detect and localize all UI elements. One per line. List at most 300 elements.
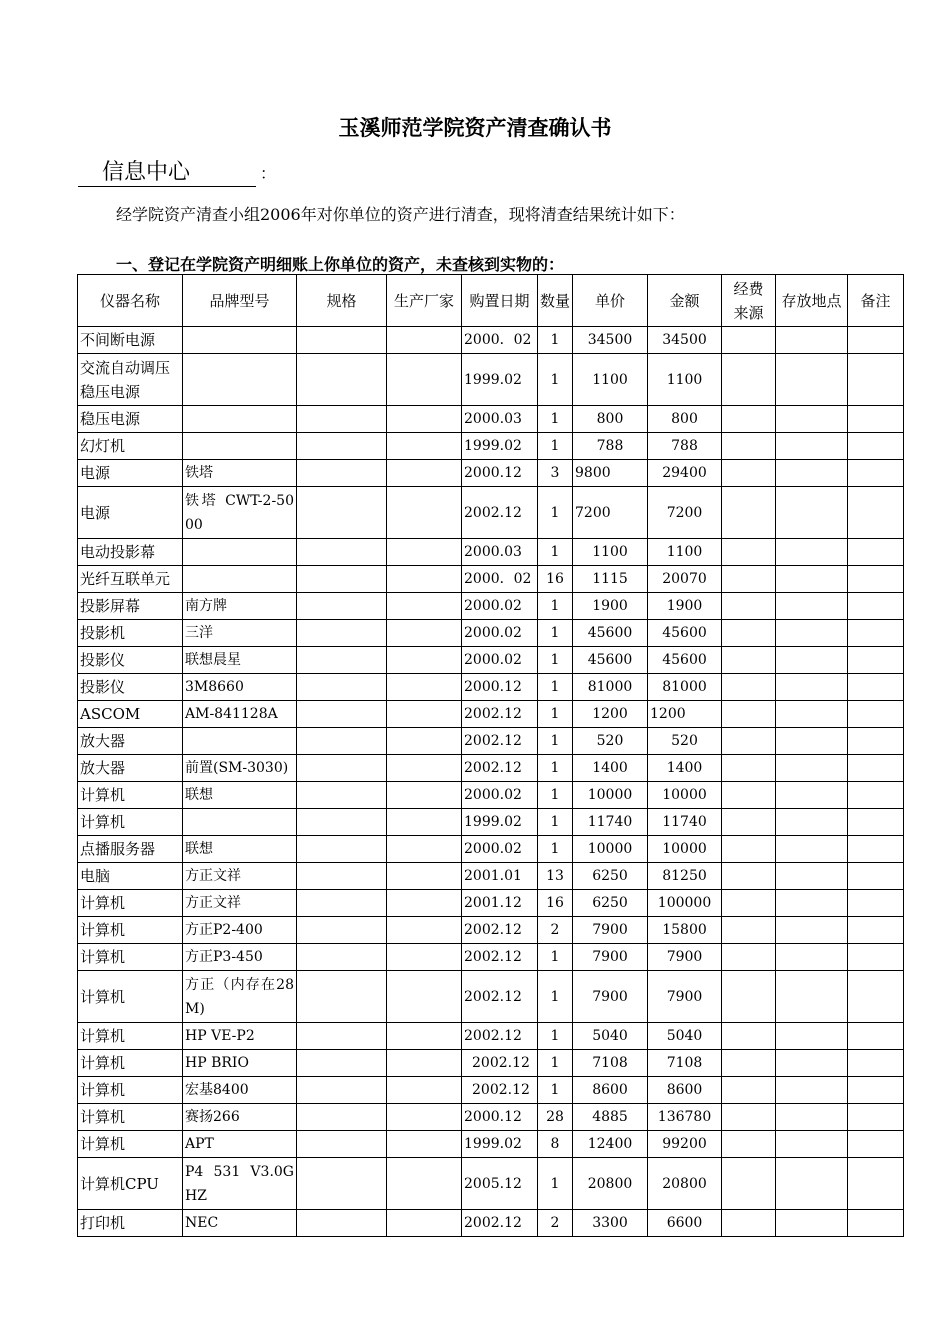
table-row [78, 674, 904, 701]
cell-model [183, 433, 297, 460]
cell-name: 计算机 [78, 971, 183, 1023]
cell-remark [848, 460, 904, 487]
table-row [78, 487, 904, 539]
cell-maker [387, 944, 462, 971]
cell-date: 1999.02 [462, 809, 538, 836]
cell-maker [387, 917, 462, 944]
cell-spec [297, 327, 387, 354]
cell-spec [297, 944, 387, 971]
cell-price: 7108 [573, 1050, 648, 1077]
cell-name: 打印机 [78, 1210, 183, 1237]
cell-date: 2000．02 [462, 327, 538, 354]
cell-remark [848, 1077, 904, 1104]
cell-spec [297, 1023, 387, 1050]
cell-amount: 8600 [648, 1077, 722, 1104]
cell-location [776, 487, 848, 539]
cell-model: 3M8660 [183, 674, 297, 701]
cell-price: 3300 [573, 1210, 648, 1237]
cell-name: 电源 [78, 487, 183, 539]
cell-spec [297, 1104, 387, 1131]
table-row [78, 782, 904, 809]
cell-date: 2002.12 [462, 971, 538, 1023]
section-heading: 一、登记在学院资产明细账上你单位的资产，未查核到实物的： [116, 255, 565, 274]
header-price: 单价 [573, 275, 648, 327]
cell-price: 1100 [573, 539, 648, 566]
cell-qty: 1 [538, 647, 573, 674]
cell-location [776, 1077, 848, 1104]
cell-fund [722, 406, 776, 433]
cell-date: 2000.12 [462, 674, 538, 701]
cell-price: 7900 [573, 917, 648, 944]
cell-spec [297, 701, 387, 728]
cell-remark [848, 620, 904, 647]
cell-price: 8600 [573, 1077, 648, 1104]
cell-fund [722, 944, 776, 971]
table-row [78, 406, 904, 433]
cell-date: 2000.03 [462, 406, 538, 433]
cell-price: 45600 [573, 647, 648, 674]
cell-fund [722, 701, 776, 728]
cell-date: 2002.12 [462, 1077, 538, 1104]
cell-amount: 100000 [648, 890, 722, 917]
table-row [78, 593, 904, 620]
cell-fund [722, 620, 776, 647]
cell-price: 10000 [573, 782, 648, 809]
cell-location [776, 647, 848, 674]
cell-remark [848, 917, 904, 944]
cell-maker [387, 593, 462, 620]
cell-date: 2002.12 [462, 1023, 538, 1050]
table-row [78, 863, 904, 890]
cell-amount: 1100 [648, 539, 722, 566]
cell-name: 计算机 [78, 917, 183, 944]
cell-model: APT [183, 1131, 297, 1158]
cell-maker [387, 647, 462, 674]
cell-maker [387, 782, 462, 809]
cell-price: 1115 [573, 566, 648, 593]
cell-spec [297, 1050, 387, 1077]
table-row [78, 1210, 904, 1237]
cell-name: 计算机 [78, 1050, 183, 1077]
cell-fund [722, 1210, 776, 1237]
cell-amount: 136780 [648, 1104, 722, 1131]
cell-qty: 1 [538, 539, 573, 566]
cell-fund [722, 728, 776, 755]
cell-date: 2000.02 [462, 620, 538, 647]
table-row [78, 1077, 904, 1104]
cell-date: 2000.02 [462, 836, 538, 863]
cell-maker [387, 1050, 462, 1077]
cell-maker [387, 539, 462, 566]
cell-location [776, 755, 848, 782]
cell-location [776, 433, 848, 460]
cell-qty: 28 [538, 1104, 573, 1131]
cell-qty: 1 [538, 701, 573, 728]
cell-spec [297, 890, 387, 917]
cell-qty: 1 [538, 674, 573, 701]
table-row [78, 890, 904, 917]
table-row [78, 1023, 904, 1050]
cell-model [183, 566, 297, 593]
cell-maker [387, 728, 462, 755]
cell-model [183, 354, 297, 406]
table-row [78, 1104, 904, 1131]
cell-remark [848, 1158, 904, 1210]
cell-maker [387, 433, 462, 460]
cell-name: 点播服务器 [78, 836, 183, 863]
cell-fund [722, 539, 776, 566]
cell-fund [722, 1158, 776, 1210]
cell-remark [848, 971, 904, 1023]
cell-fund [722, 836, 776, 863]
cell-amount: 788 [648, 433, 722, 460]
cell-amount: 1900 [648, 593, 722, 620]
cell-remark [848, 539, 904, 566]
cell-spec [297, 917, 387, 944]
cell-qty: 1 [538, 1050, 573, 1077]
cell-fund [722, 647, 776, 674]
cell-price: 7200 [573, 487, 648, 539]
cell-remark [848, 782, 904, 809]
cell-model: 方正文祥 [183, 890, 297, 917]
cell-maker [387, 406, 462, 433]
cell-model: 联想 [183, 782, 297, 809]
cell-price: 1900 [573, 593, 648, 620]
table-row [78, 539, 904, 566]
department-line [78, 160, 276, 187]
cell-remark [848, 944, 904, 971]
cell-maker [387, 354, 462, 406]
cell-fund [722, 782, 776, 809]
cell-date: 2000.12 [462, 460, 538, 487]
cell-fund [722, 1077, 776, 1104]
cell-spec [297, 647, 387, 674]
cell-spec [297, 1131, 387, 1158]
cell-fund [722, 971, 776, 1023]
cell-fund [722, 755, 776, 782]
cell-amount: 81250 [648, 863, 722, 890]
cell-fund [722, 593, 776, 620]
cell-qty: 1 [538, 971, 573, 1023]
cell-amount: 29400 [648, 460, 722, 487]
cell-model: 方正文祥 [183, 863, 297, 890]
cell-maker [387, 566, 462, 593]
cell-date: 2002.12 [462, 728, 538, 755]
cell-remark [848, 566, 904, 593]
header-date: 购置日期 [462, 275, 538, 327]
cell-price: 34500 [573, 327, 648, 354]
cell-location [776, 566, 848, 593]
cell-remark [848, 433, 904, 460]
cell-maker [387, 809, 462, 836]
cell-spec [297, 1077, 387, 1104]
cell-price: 800 [573, 406, 648, 433]
cell-model [183, 327, 297, 354]
cell-location [776, 593, 848, 620]
cell-qty: 1 [538, 1158, 573, 1210]
cell-maker [387, 1131, 462, 1158]
cell-qty: 16 [538, 566, 573, 593]
cell-date: 2005.12 [462, 1158, 538, 1210]
cell-amount: 800 [648, 406, 722, 433]
cell-qty: 1 [538, 836, 573, 863]
cell-qty: 1 [538, 487, 573, 539]
cell-qty: 1 [538, 620, 573, 647]
cell-model [183, 809, 297, 836]
cell-name: 计算机 [78, 890, 183, 917]
cell-qty: 8 [538, 1131, 573, 1158]
cell-remark [848, 647, 904, 674]
cell-model: 赛扬266 [183, 1104, 297, 1131]
cell-fund [722, 566, 776, 593]
cell-spec [297, 539, 387, 566]
cell-price: 6250 [573, 863, 648, 890]
cell-location [776, 728, 848, 755]
cell-remark [848, 487, 904, 539]
cell-amount: 81000 [648, 674, 722, 701]
table-row [78, 354, 904, 406]
header-location: 存放地点 [776, 275, 848, 327]
cell-model: P4 531 V3.0GHZ [183, 1158, 297, 1210]
cell-maker [387, 620, 462, 647]
cell-maker [387, 1210, 462, 1237]
cell-model: NEC [183, 1210, 297, 1237]
table-row [78, 1131, 904, 1158]
cell-amount: 7900 [648, 971, 722, 1023]
cell-location [776, 890, 848, 917]
table-row [78, 1158, 904, 1210]
cell-model [183, 728, 297, 755]
cell-name: 稳压电源 [78, 406, 183, 433]
cell-amount: 520 [648, 728, 722, 755]
cell-fund [722, 1131, 776, 1158]
header-name: 仪器名称 [78, 275, 183, 327]
cell-price: 5040 [573, 1023, 648, 1050]
cell-fund [722, 917, 776, 944]
cell-remark [848, 593, 904, 620]
cell-name: 不间断电源 [78, 327, 183, 354]
cell-model: 方正P3-450 [183, 944, 297, 971]
cell-spec [297, 354, 387, 406]
table-row [78, 701, 904, 728]
cell-date: 1999.02 [462, 354, 538, 406]
cell-name: 投影屏幕 [78, 593, 183, 620]
cell-fund [722, 433, 776, 460]
cell-maker [387, 674, 462, 701]
cell-remark [848, 1104, 904, 1131]
cell-remark [848, 863, 904, 890]
cell-spec [297, 406, 387, 433]
cell-fund [722, 1104, 776, 1131]
table-row [78, 944, 904, 971]
cell-model: AM-841128A [183, 701, 297, 728]
cell-location [776, 1023, 848, 1050]
cell-amount: 34500 [648, 327, 722, 354]
cell-price: 1400 [573, 755, 648, 782]
cell-location [776, 620, 848, 647]
table-row [78, 728, 904, 755]
cell-model: 方正（内存在28M) [183, 971, 297, 1023]
cell-date: 2000.03 [462, 539, 538, 566]
cell-name: 投影仪 [78, 647, 183, 674]
cell-amount: 99200 [648, 1131, 722, 1158]
cell-date: 2000．02 [462, 566, 538, 593]
cell-spec [297, 593, 387, 620]
cell-spec [297, 620, 387, 647]
cell-price: 9800 [573, 460, 648, 487]
cell-spec [297, 460, 387, 487]
cell-amount: 20070 [648, 566, 722, 593]
cell-maker [387, 971, 462, 1023]
table-row [78, 917, 904, 944]
cell-date: 2002.12 [462, 701, 538, 728]
cell-name: 计算机 [78, 1104, 183, 1131]
cell-date: 2002.12 [462, 755, 538, 782]
cell-amount: 20800 [648, 1158, 722, 1210]
cell-qty: 1 [538, 944, 573, 971]
cell-remark [848, 701, 904, 728]
cell-spec [297, 728, 387, 755]
cell-name: 幻灯机 [78, 433, 183, 460]
cell-location [776, 809, 848, 836]
cell-date: 2002.12 [462, 917, 538, 944]
cell-maker [387, 890, 462, 917]
table-row [78, 971, 904, 1023]
asset-table [77, 274, 904, 1237]
cell-maker [387, 1158, 462, 1210]
cell-remark [848, 674, 904, 701]
table-row [78, 647, 904, 674]
cell-price: 20800 [573, 1158, 648, 1210]
cell-name: ASCOM [78, 701, 183, 728]
cell-amount: 1100 [648, 354, 722, 406]
cell-location [776, 327, 848, 354]
cell-amount: 6600 [648, 1210, 722, 1237]
cell-price: 10000 [573, 836, 648, 863]
cell-maker [387, 755, 462, 782]
cell-location [776, 1210, 848, 1237]
cell-name: 计算机 [78, 944, 183, 971]
cell-price: 11740 [573, 809, 648, 836]
cell-qty: 1 [538, 755, 573, 782]
cell-name: 放大器 [78, 755, 183, 782]
cell-price: 45600 [573, 620, 648, 647]
cell-name: 交流自动调压稳压电源 [78, 354, 183, 406]
cell-remark [848, 809, 904, 836]
cell-qty: 1 [538, 327, 573, 354]
table-row [78, 620, 904, 647]
cell-price: 1200 [573, 701, 648, 728]
cell-amount: 15800 [648, 917, 722, 944]
cell-price: 520 [573, 728, 648, 755]
cell-spec [297, 836, 387, 863]
cell-price: 12400 [573, 1131, 648, 1158]
header-fund: 经费来源 [722, 275, 776, 327]
cell-date: 2002.12 [462, 487, 538, 539]
cell-price: 81000 [573, 674, 648, 701]
cell-maker [387, 1077, 462, 1104]
cell-location [776, 863, 848, 890]
cell-qty: 1 [538, 1023, 573, 1050]
cell-date: 2002.12 [462, 944, 538, 971]
cell-qty: 13 [538, 863, 573, 890]
cell-maker [387, 1023, 462, 1050]
cell-fund [722, 460, 776, 487]
cell-remark [848, 1210, 904, 1237]
department-colon: ： [260, 164, 277, 183]
cell-spec [297, 755, 387, 782]
cell-location [776, 944, 848, 971]
cell-location [776, 460, 848, 487]
cell-location [776, 539, 848, 566]
cell-date: 2001.12 [462, 890, 538, 917]
cell-location [776, 836, 848, 863]
cell-model [183, 406, 297, 433]
cell-spec [297, 566, 387, 593]
cell-date: 1999.02 [462, 1131, 538, 1158]
cell-spec [297, 863, 387, 890]
cell-maker [387, 460, 462, 487]
cell-remark [848, 755, 904, 782]
cell-date: 2000.02 [462, 782, 538, 809]
cell-fund [722, 863, 776, 890]
cell-spec [297, 971, 387, 1023]
cell-remark [848, 890, 904, 917]
cell-maker [387, 863, 462, 890]
cell-location [776, 674, 848, 701]
cell-fund [722, 809, 776, 836]
cell-location [776, 782, 848, 809]
cell-model: HP BRIO [183, 1050, 297, 1077]
cell-amount: 5040 [648, 1023, 722, 1050]
cell-amount: 45600 [648, 647, 722, 674]
cell-fund [722, 327, 776, 354]
cell-qty: 3 [538, 460, 573, 487]
cell-date: 2000.02 [462, 593, 538, 620]
cell-location [776, 1050, 848, 1077]
cell-maker [387, 327, 462, 354]
cell-qty: 16 [538, 890, 573, 917]
cell-name: 放大器 [78, 728, 183, 755]
cell-name: 计算机 [78, 1077, 183, 1104]
table-row [78, 755, 904, 782]
department-name: 信息中心 [78, 160, 256, 187]
cell-price: 788 [573, 433, 648, 460]
cell-name: 光纤互联单元 [78, 566, 183, 593]
cell-price: 1100 [573, 354, 648, 406]
cell-qty: 1 [538, 782, 573, 809]
table-row [78, 566, 904, 593]
cell-spec [297, 782, 387, 809]
cell-qty: 1 [538, 728, 573, 755]
cell-date: 2002.12 [462, 1050, 538, 1077]
cell-name: 计算机 [78, 1023, 183, 1050]
cell-location [776, 701, 848, 728]
cell-maker [387, 701, 462, 728]
cell-remark [848, 1023, 904, 1050]
cell-fund [722, 1050, 776, 1077]
cell-name: 计算机CPU [78, 1158, 183, 1210]
cell-date: 2001.01 [462, 863, 538, 890]
cell-model: 南方牌 [183, 593, 297, 620]
cell-model [183, 539, 297, 566]
cell-model: 联想晨星 [183, 647, 297, 674]
cell-amount: 1400 [648, 755, 722, 782]
cell-name: 计算机 [78, 809, 183, 836]
cell-remark [848, 327, 904, 354]
cell-amount: 10000 [648, 782, 722, 809]
table-header-row [78, 275, 904, 327]
